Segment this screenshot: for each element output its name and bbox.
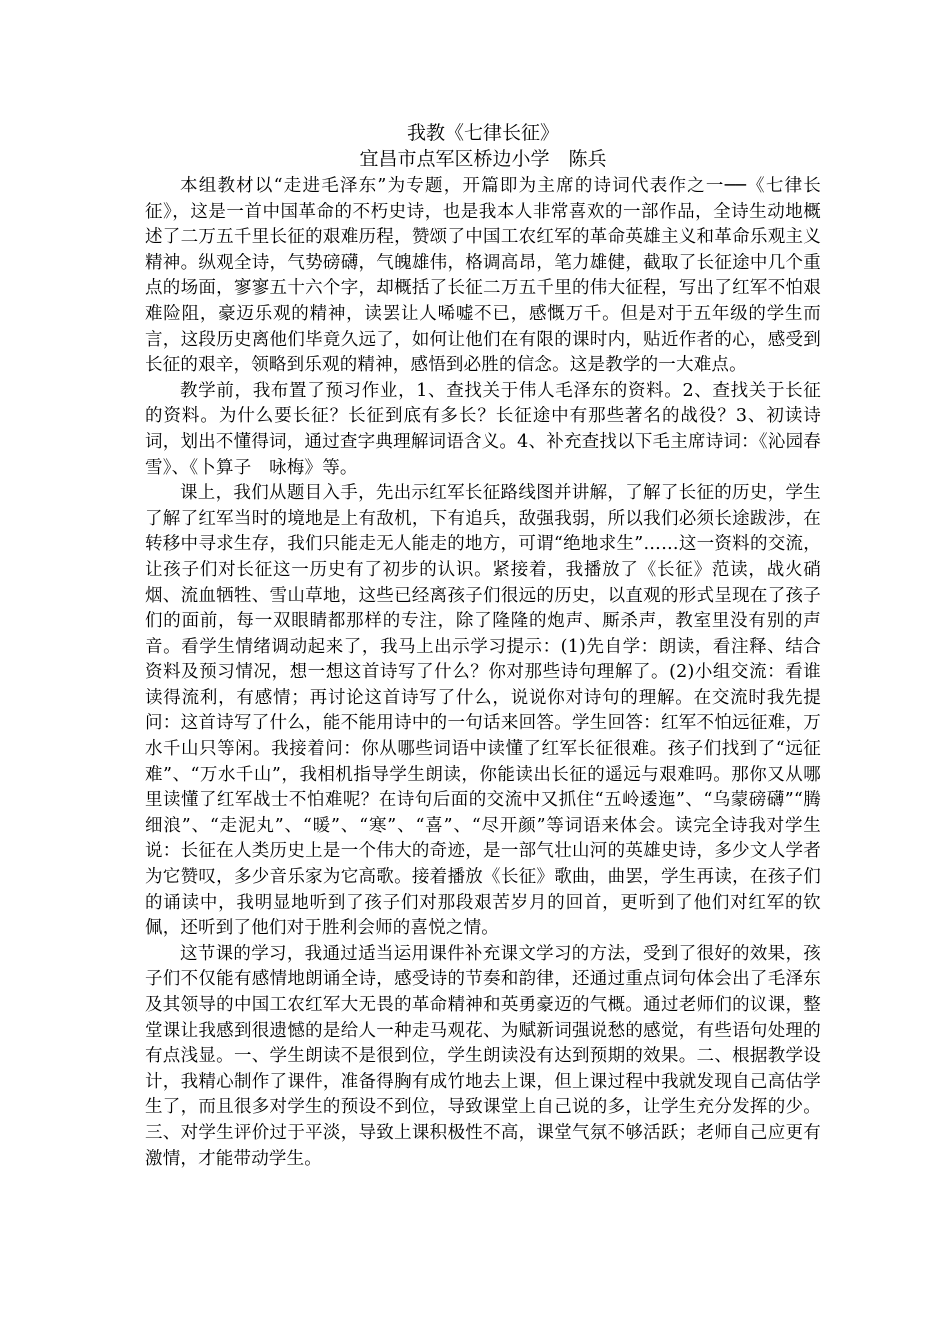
document-author: 宜昌市点军区桥边小学 陈兵: [359, 148, 607, 170]
document-page: [145, 120, 839, 1172]
paragraph-preparation: 教学前，我布置了预习作业，1、查找关于伟人毛泽东的资料。2、查找关于长征的资料。为什么要长征？长征到底有多长？长征途中有那些著名的战役？3、初读诗词，划出不懂得词，通过查字典理解词语含义。4、补充查找以下毛主席诗词：《沁园春 雪》、《卜算子 咏梅》等。: [145, 380, 839, 478]
document-title: 我教《七律长征》: [406, 122, 559, 144]
paragraph-intro: 本组教材以“走进毛泽东”为专题，开篇即为主席的诗词代表作之一──《七律长征》，这是一首中国革命的不朽史诗，也是我本人非常喜欢的一部作品，全诗生动地概述了二万五千里长征的艰难历程，赞颂了中国工农红军的革命英雄主义和革命乐观主义精神。纵观全诗，气势磅礴，气魄雄伟，格调高昂，笔力雄健，截取了长征途中几个重点的场面，寥寥五十六个字，却概括了长征二万五千里的伟大征程，写出了红军不怕艰难险阻，豪迈乐观的精神，读罢让人唏嘘不已，感慨万千。但是对于五年级的学生而言，这段历史离他们毕竟久远了，如何让他们在有限的课时内，贴近作者的心，感受到长征的艰辛，领略到乐观的精神，感悟到必胜的信念。这是教学的一大难点。: [145, 176, 821, 376]
paragraph-reflection: 这节课的学习，我通过适当运用课件补充课文学习的方法，受到了很好的效果，孩子们不仅能有感情地朗诵全诗，感受诗的节奏和韵律，还通过重点词句体会出了毛泽东及其领导的中国工农红军大无畏的革命精神和英勇豪迈的气概。通过老师们的议课，整堂课让我感到很遗憾的是给人一种走马观花、为赋新词强说愁的感觉，有些语句处理的有点浅显。一、学生朗读不是很到位，学生朗读没有达到预期的效果。二、根据教学设计，我精心制作了课件，准备得胸有成竹地去上课，但上课过程中我就发现自己高估学生了，而且很多对学生的预设不到位，导致课堂上自己说的多，让学生充分发挥的少。三、对学生评价过于平淡，导致上课积极性不高，课堂气氛不够活跃；老师自己应更有激情，才能带动学生。: [145, 943, 821, 1169]
paragraph-lesson: 课上，我们从题目入手，先出示红军长征路线图并讲解，了解了长征的历史，学生了解了红军当时的境地是上有敌机，下有追兵，敌强我弱，所以我们必须长途跋涉，在转移中寻求生存，我们只能走无人能走的地方，可谓“绝地求生”……这一资料的交流，让孩子们对长征这一历史有了初步的认识。紧接着，我播放了《长征》范读，战火硝烟、流血牺牲、雪山草地，这些已经离孩子们很远的历史，以直观的形式呈现在了孩子们的面前，每一双眼睛都那样的专注，除了隆隆的炮声、厮杀声，教室里没有别的声音。看学生情绪调动起来了，我马上出示学习提示：(1)先自学：朗读，看注释、结合资料及预习情况，想一想这首诗写了什么？你对那些诗句理解了。(2)小组交流：看谁读得流利，有感情；再讨论这首诗写了什么，说说你对诗句的理解。在交流时我先提问：这首诗写了什么，能不能用诗中的一句话来回答。学生回答：红军不怕远征难，万水千山只等闲。我接着问：你从哪些词语中读懂了红军长征很难。孩子们找到了“远征难”、“万水千山”，我相机指导学生朗读，你能读出长征的遥远与艰难吗。那你又从哪里读懂了红军战士不怕难呢？在诗句后面的交流中又抓住“五岭逶迤”、“乌蒙磅礴”“腾细浪”、“走泥丸”、“暖”、“寒”、“喜”、“尽开颜”等词语来体会。读完全诗我对学生说：长征在人类历史上是一个伟大的奇迹，是一部气壮山河的英雄史诗，多少文人学者为它赞叹，多少音乐家为它高歌。接着播放《长征》歌曲，曲罢，学生再读，在孩子们的诵读中，我明显地听到了孩子们对那段艰苦岁月的回首，更听到了他们对红军的钦佩，还听到了他们对于胜利会师的喜悦之情。: [145, 483, 821, 939]
